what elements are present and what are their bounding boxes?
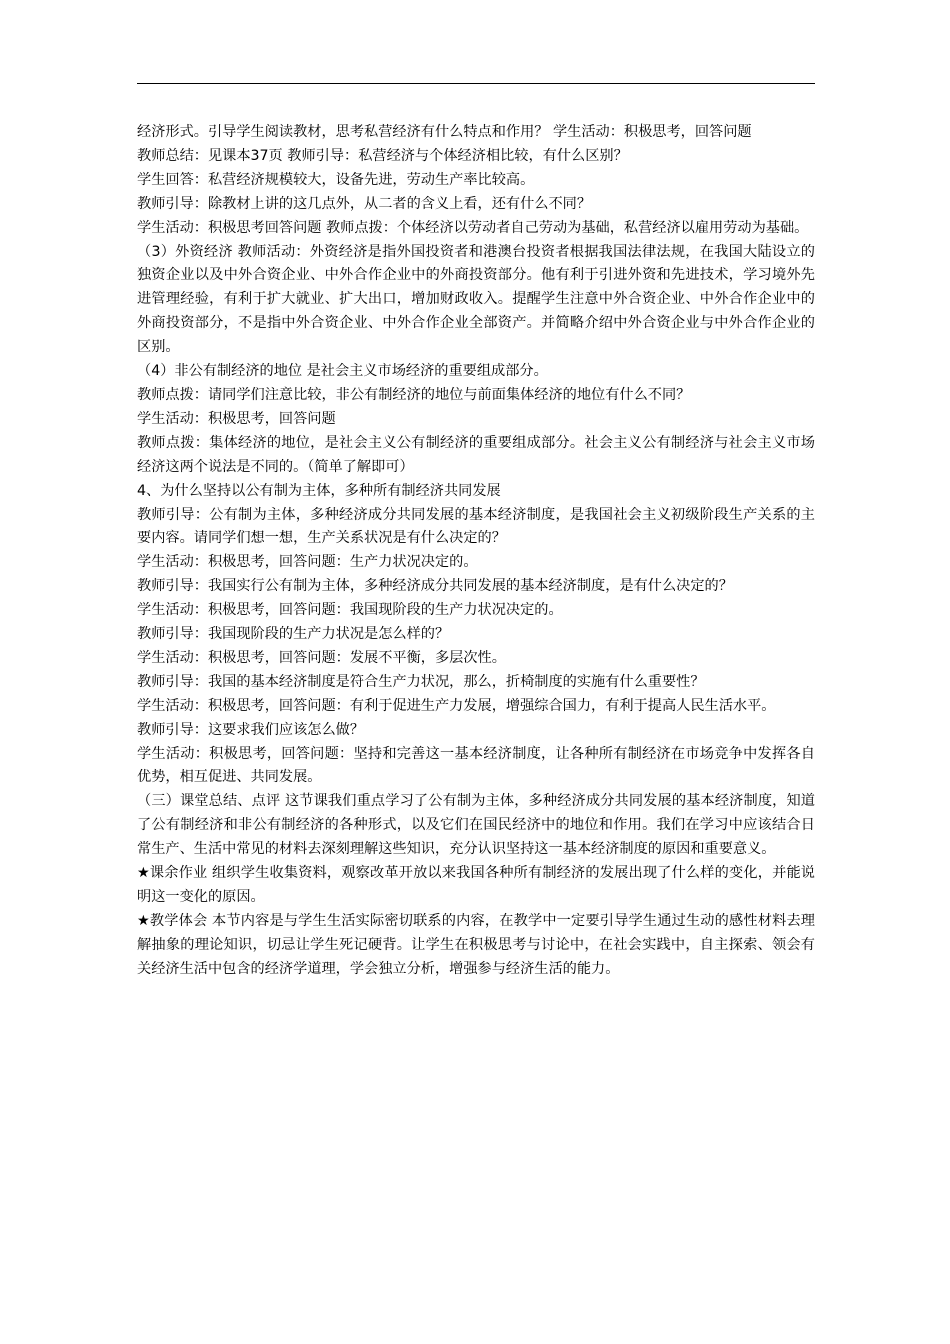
paragraph-18: 教师引导：我国的基本经济制度是符合生产力状况，那么，折椅制度的实施有什么重要性？ xyxy=(137,673,705,690)
header-rule xyxy=(137,83,815,84)
paragraph-14: 教师引导：我国实行公有制为主体，多种经济成分共同发展的基本经济制度，是有什么决定的？ xyxy=(137,578,733,595)
paragraph-23: ★课余作业 组织学生收集资料，观察改革开放以来我国各种所有制经济的发展出现了什么样的变化，并能说明这一变化的原因。 xyxy=(137,865,815,905)
paragraph-2: 教师总结：见课本37页 教师引导：私营经济与个体经济相比较，有什么区别？ xyxy=(137,147,628,164)
paragraph-17: 学生活动：积极思考，回答问题：发展不平衡，多层次性。 xyxy=(137,649,506,666)
paragraph-19: 学生活动：积极思考，回答问题：有利于促进生产力发展，增强综合国力，有利于提高人民生活水平。 xyxy=(137,697,776,714)
paragraph-11: 4、为什么坚持以公有制为主体，多种所有制经济共同发展 xyxy=(137,482,501,499)
paragraph-1: 经济形式。引导学生阅读教材，思考私营经济有什么特点和作用？ 学生活动：积极思考，回答问题 xyxy=(137,124,752,140)
paragraph-13: 学生活动：积极思考，回答问题：生产力状况决定的。 xyxy=(137,554,478,571)
paragraph-8: 教师点拨：请同学们注意比较，非公有制经济的地位与前面集体经济的地位有什么不同？ xyxy=(137,386,691,403)
paragraph-7: （4）非公有制经济的地位 是社会主义市场经济的重要组成部分。 xyxy=(137,363,548,380)
paragraph-3: 学生回答：私营经济规模较大，设备先进，劳动生产率比较高。 xyxy=(137,171,535,188)
document-body xyxy=(137,121,815,982)
paragraph-5: 学生活动：积极思考回答问题 教师点拨：个体经济以劳动者自己劳动为基础，私营经济以雇用劳动为基础。 xyxy=(137,219,809,236)
paragraph-16: 教师引导：我国现阶段的生产力状况是怎么样的？ xyxy=(137,626,450,643)
paragraph-20: 教师引导：这要求我们应该怎么做？ xyxy=(137,721,365,738)
paragraph-22: （三）课堂总结、点评 这节课我们重点学习了公有制为主体，多种经济成分共同发展的基本经济制度，知道了公有制经济和非公有制经济的各种形式，以及它们在国民经济中的地位和作用。我们在学习中应该结合日常生产、生活中常见的材料去深刻理解这些知识，充分认识坚持这一基本经济制度的原因和重要意义。 xyxy=(137,793,815,858)
paragraph-9: 学生活动：积极思考，回答问题 xyxy=(137,410,336,427)
paragraph-21: 学生活动：积极思考，回答问题：坚持和完善这一基本经济制度，让各种所有制经济在市场竞争中发挥各自优势，相互促进、共同发展。 xyxy=(137,745,815,786)
paragraph-4: 教师引导：除教材上讲的这几点外，从二者的含义上看，还有什么不同？ xyxy=(137,195,592,212)
paragraph-6: （3）外资经济 教师活动：外资经济是指外国投资者和港澳台投资者根据我国法律法规，在我国大陆设立的独资企业以及中外合资企业、中外合作企业中的外商投资部分。他有利于引进外资和先进技术，学习境外先进管理经验，有利于扩大就业、扩大出口，增加财政收入。提醒学生注意中外合资企业、中外合作企业中的外商投资部分，不是指中外合资企业、中外合作企业全部资产。并简略介绍中外合资企业与中外合作企业的区别。 xyxy=(137,243,815,356)
paragraph-15: 学生活动：积极思考，回答问题：我国现阶段的生产力状况决定的。 xyxy=(137,602,563,619)
paragraph-24: ★教学体会 本节内容是与学生生活实际密切联系的内容，在教学中一定要引导学生通过生动的感性材料去理解抽象的理论知识，切忌让学生死记硬背。让学生在积极思考与讨论中，在社会实践中，自主探索、领会有关经济生活中包含的经济学道理，学会独立分析，增强参与经济生活的能力。 xyxy=(137,912,815,977)
paragraph-12: 教师引导：公有制为主体，多种经济成分共同发展的基本经济制度，是我国社会主义初级阶段生产关系的主要内容。请同学们想一想，生产关系状况是有什么决定的？ xyxy=(137,506,815,547)
paragraph-10: 教师点拨：集体经济的地位，是社会主义公有制经济的重要组成部分。社会主义公有制经济与社会主义市场经济这两个说法是不同的。（简单了解即可） xyxy=(137,434,815,475)
